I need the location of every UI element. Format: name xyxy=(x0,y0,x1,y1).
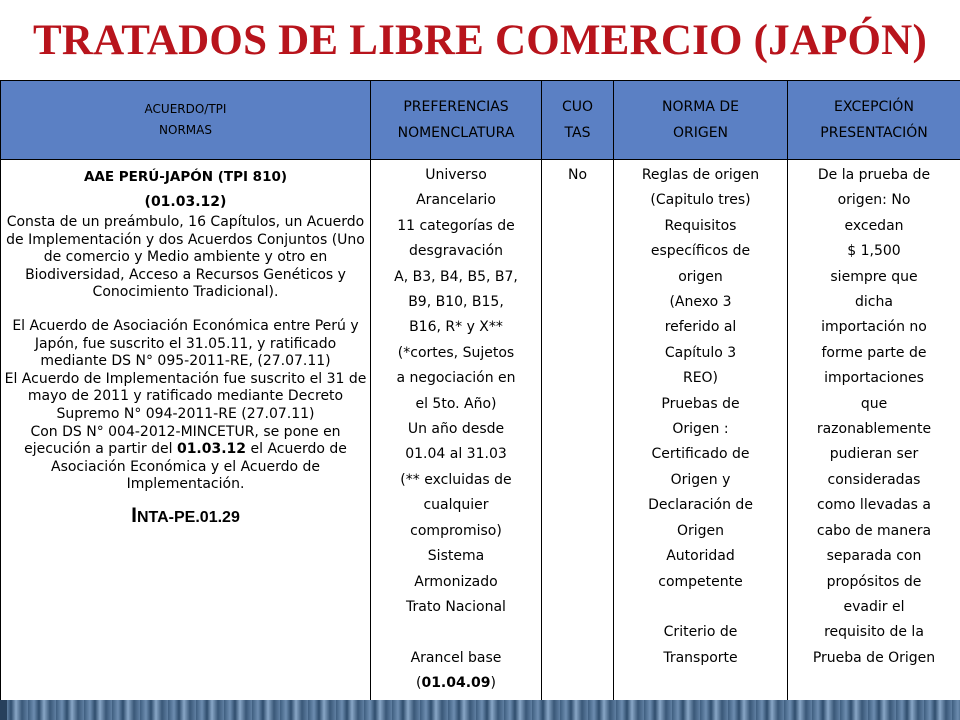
cell-line: Transporte xyxy=(663,649,738,666)
cell-line: dicha xyxy=(855,294,893,311)
cell-acuerdo xyxy=(1,160,371,703)
cell-line: importación no xyxy=(821,319,927,336)
cell-line: Certificado de xyxy=(651,446,750,463)
header-preferencias: PREFERENCIAS NOMENCLATURA xyxy=(371,81,542,160)
cell-line: desgravación xyxy=(409,243,503,260)
cell-line: 01.04 al 31.03 xyxy=(405,446,507,463)
cell-line: razonablemente xyxy=(816,421,932,438)
cell-line: que xyxy=(860,395,888,412)
table-row xyxy=(1,160,960,703)
cell-line: Pruebas de xyxy=(661,395,740,412)
cell-line: requisito de la xyxy=(824,624,924,641)
inta-code: INTA-PE.01.29 xyxy=(131,503,240,527)
decorative-footer-band xyxy=(0,700,960,720)
cell-line: B9, B10, B15, xyxy=(408,294,504,311)
agreement-para-3: El Acuerdo de Implementación fue suscrito el 31 de mayo de 2011 y ratificado mediante Decreto Supremo N° 094-2011-RE (27.07.11) xyxy=(4,370,367,422)
cell-line: Universo xyxy=(425,167,487,183)
cell-line: REO) xyxy=(682,370,719,387)
cell-line: importaciones xyxy=(824,370,924,387)
cell-line: cualquier xyxy=(423,497,489,514)
cell-line: competente xyxy=(658,573,743,590)
cell-line: propósitos de xyxy=(826,573,922,590)
cell-line: Declaración de xyxy=(648,497,753,514)
cell-line: De la prueba de xyxy=(817,167,931,183)
cell-line: evadir el xyxy=(843,598,905,615)
cell-line: Origen : xyxy=(672,421,729,438)
cell-line: siempre que xyxy=(830,268,918,285)
cell-line: referido al xyxy=(664,319,737,336)
cell-line: el 5to. Año) xyxy=(415,395,497,412)
cell-line: A, B3, B4, B5, B7, xyxy=(394,268,518,285)
cell-line: cabo de manera xyxy=(816,522,932,539)
cell-line: Capítulo 3 xyxy=(664,344,737,361)
cell-line: Arancel base xyxy=(410,649,502,666)
cell-cuotas xyxy=(542,160,614,703)
agreement-para-2: El Acuerdo de Asociación Económica entre Perú y Japón, fue suscrito el 31.05.11, y ratificado mediante DS N° 095-2011-RE, (27.07.11) xyxy=(12,317,359,370)
header-cuotas: CUO TAS xyxy=(542,81,614,160)
cell-line: $ 1,500 xyxy=(847,243,901,260)
cell-line: (*cortes, Sujetos xyxy=(397,344,515,361)
agreement-title: AAE PERÚ-JAPÓN (TPI 810) xyxy=(83,169,288,185)
cell-line xyxy=(618,595,783,620)
table-header-row xyxy=(1,81,960,160)
agreement-date: (01.03.12) xyxy=(144,194,227,210)
cell-line: Sistema xyxy=(427,548,485,565)
header-norma-origen: NORMA DE ORIGEN xyxy=(614,81,788,160)
cell-line: separada con xyxy=(826,548,922,565)
agreement-para-1: Consta de un preámbulo, 16 Capítulos, un Acuerdo de Implementación y dos Acuerdos Conjuntos (Uno de comercio y Medio ambiente y otro en Biodiversidad, Acceso a Recursos Genéticos y Conocimiento Tradicional). xyxy=(6,214,365,301)
cell-line: Criterio de xyxy=(663,624,738,641)
cell-line: Requisitos xyxy=(664,217,737,234)
cell-line: 11 categorías de xyxy=(397,217,515,234)
cell-line: Trato Nacional xyxy=(406,598,506,615)
agreement-table xyxy=(0,80,960,703)
agreement-para-4: Con DS N° 004-2012-MINCETUR, se pone en ejecución a partir del 01.03.12 el Acuerdo de Asociación Económica y el Acuerdo de Implementación. xyxy=(24,423,347,493)
cell-line: excedan xyxy=(844,217,904,234)
cell-line: Reglas de origen xyxy=(641,167,760,183)
cell-line: específicos de xyxy=(650,243,751,260)
cell-line: compromiso) xyxy=(410,522,502,539)
cell-line: (** excluidas de xyxy=(400,471,512,488)
cell-line: pudieran ser xyxy=(829,446,919,463)
cell-norma-origen xyxy=(614,160,788,703)
cell-preferencias xyxy=(371,160,542,703)
arancel-base-date: (01.04.09) xyxy=(415,675,497,692)
cell-line: forme parte de xyxy=(821,344,927,361)
cell-line: consideradas xyxy=(827,471,921,488)
cell-line: Un año desde xyxy=(407,421,505,438)
cell-line: B16, R* y X** xyxy=(409,319,503,336)
cell-line: (Capitulo tres) xyxy=(650,192,751,209)
cell-line xyxy=(375,620,537,645)
header-excepcion: EXCEPCIÓN PRESENTACIÓN xyxy=(788,81,960,160)
cell-excepcion xyxy=(788,160,960,703)
cell-line: como llevadas a xyxy=(817,497,931,514)
cell-line: origen: No xyxy=(837,192,911,209)
cell-line: Origen y xyxy=(670,471,731,488)
cell-line: (Anexo 3 xyxy=(669,294,732,311)
cell-line: Arancelario xyxy=(416,192,496,209)
header-acuerdo: ACUERDO/TPI NORMAS xyxy=(1,81,371,160)
cuotas-value: No xyxy=(567,167,588,183)
cell-line: Origen xyxy=(676,522,725,539)
page-title: TRATADOS DE LIBRE COMERCIO (JAPÓN) xyxy=(33,17,927,64)
cell-line: Armonizado xyxy=(414,573,498,590)
cell-line: a negociación en xyxy=(396,370,516,387)
cell-line: Autoridad xyxy=(666,548,735,565)
cell-line: Prueba de Origen xyxy=(812,649,936,666)
cell-line: origen xyxy=(678,268,723,285)
